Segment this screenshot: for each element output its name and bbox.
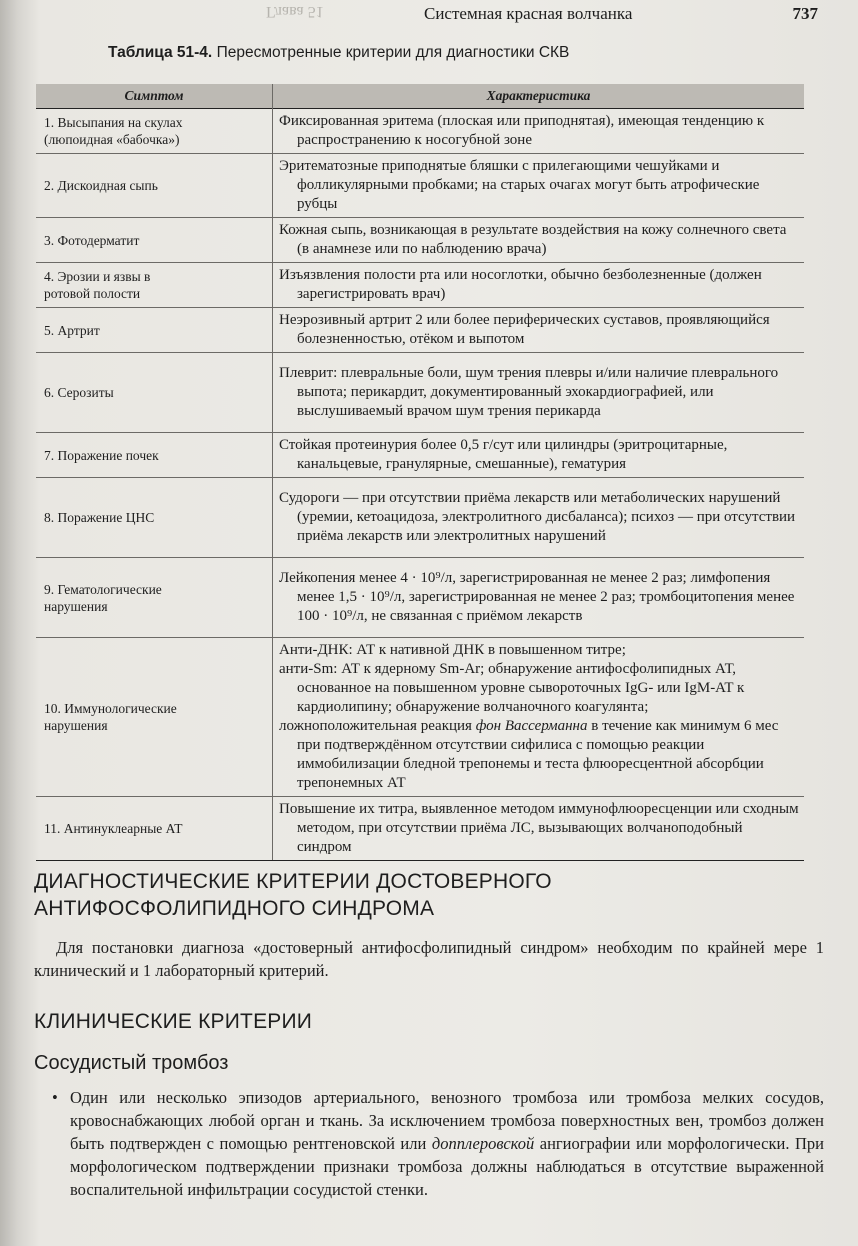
symptom-line: 10. Иммунологические — [44, 701, 177, 716]
characteristic-cell — [273, 478, 805, 558]
characteristic-text: Судороги — при отсутствии приёма лекарств или метаболических нарушений (уремии, кетоацидоза, электролитного дисбаланса); психоз — при отсутствии приёма лекарств или электролитных нарушений — [279, 490, 796, 544]
subheading-block — [34, 1052, 824, 1075]
symptom-line: ротовой полости — [44, 286, 141, 301]
table-row — [36, 558, 804, 638]
characteristic-cell — [273, 154, 805, 218]
table-row — [36, 109, 804, 154]
table-row — [36, 263, 804, 308]
symptom-line: 11. Антинуклеарные АТ — [44, 821, 183, 836]
table-row — [36, 218, 804, 263]
table-row — [36, 353, 804, 433]
characteristic-cell — [273, 797, 805, 861]
symptom-line: 8. Поражение ЦНС — [44, 510, 155, 525]
clinical-heading-block — [34, 1008, 824, 1035]
characteristic-text: Повышение их титра, выявленное методом иммунофлюоресценции или сходным методом, при отсутствии приёма ЛС, вызывающих волчаноподобный синдром — [279, 801, 799, 855]
symptom-line: нарушения — [44, 718, 108, 733]
symptom-line: 5. Артрит — [44, 322, 100, 338]
symptom-line: 3. Фотодерматит — [44, 232, 140, 248]
characteristic-text: Лейкопения менее 4 · 10⁹/л, зарегистрированная не менее 2 раз; лимфопения менее 1,5 · 10⁹/л, зарегистрированная не менее 2 раз; тромбоцитопения менее 100 · 10⁹/л, не связанная с приёмом лекарств — [279, 570, 795, 624]
intro-block — [34, 936, 824, 982]
table-caption-label: Таблица 51-4. — [108, 44, 213, 61]
bleed-through-header: Глава 51 — [266, 3, 324, 20]
symptom-cell — [36, 109, 273, 154]
symptom-cell — [36, 308, 273, 353]
criteria-table — [36, 84, 804, 861]
symptom-cell — [36, 218, 273, 263]
table-header-row — [36, 84, 804, 109]
table-caption — [108, 44, 828, 62]
characteristic-cell — [273, 218, 805, 263]
running-title: Системная красная волчанка — [424, 4, 633, 23]
vascular-thrombosis-heading: Сосудистый тромбоз — [34, 1052, 229, 1074]
table-row — [36, 433, 804, 478]
symptom-line: 4. Эрозии и язвы в — [44, 269, 151, 284]
bullet-dot-icon: • — [52, 1088, 58, 1107]
intro-paragraph: Для постановки диагноза «достоверный антифосфолипидный синдром» необходим по крайней мере 1 клинический и 1 лабораторный критерий. — [34, 938, 824, 980]
table-row — [36, 478, 804, 558]
italic-term: допплеровской — [431, 1134, 535, 1153]
characteristic-cell — [273, 638, 805, 797]
table-row — [36, 638, 804, 797]
section-heading: ДИАГНОСТИЧЕСКИЕ КРИТЕРИИ ДОСТОВЕРНОГО АНТИФОСФОЛИПИДНОГО СИНДРОМА — [34, 870, 552, 920]
characteristic-text: Эритематозные приподнятые бляшки с прилегающими чешуйками и фолликулярными пробками; на старых очагах могут быть атрофические рубцы — [279, 158, 760, 212]
symptom-line: 6. Серозиты — [44, 385, 114, 400]
characteristic-cell — [273, 308, 805, 353]
column-header-characteristic: Характеристика — [273, 84, 805, 109]
italic-term: фон Вассерманна — [475, 718, 588, 734]
characteristic-cell — [273, 353, 805, 433]
symptom-line: 7. Поражение почек — [44, 447, 159, 463]
characteristic-text: анти-Sm: АТ к ядерному Sm-Ar; обнаружение антифосфолипидных АТ, основанное на повышенном уровне сывороточных IgG- или IgM-AT к кардиолипину; обнаружение волчаночного коагулянта; — [279, 661, 745, 715]
symptom-cell — [36, 154, 273, 218]
symptom-line: 2. Дискоидная сыпь — [44, 178, 158, 193]
bullet-block — [48, 1086, 824, 1201]
symptom-line: 9. Гематологические — [44, 581, 162, 597]
symptom-line: 1. Высыпания на скулах — [44, 115, 183, 130]
table-row — [36, 797, 804, 861]
symptom-cell — [36, 478, 273, 558]
characteristic-text: Кожная сыпь, возникающая в результате воздействия на кожу солнечного света (в анамнезе или по наблюдению врача) — [279, 222, 787, 257]
clinical-criteria-heading: КЛИНИЧЕСКИЕ КРИТЕРИИ — [34, 1010, 313, 1033]
symptom-line: нарушения — [44, 598, 108, 614]
table-caption-text: Пересмотренные критерии для диагностики СКВ — [216, 44, 570, 61]
characteristic-text: Изъязвления полости рта или носоглотки, обычно безболезненные (должен зарегистрировать врач) — [279, 267, 762, 302]
symptom-cell — [36, 638, 273, 797]
characteristic-cell — [273, 263, 805, 308]
characteristic-cell — [273, 109, 805, 154]
symptom-cell — [36, 797, 273, 861]
symptom-cell — [36, 263, 273, 308]
characteristic-text: Фиксированная эритема (плоская или приподнятая), имеющая тенденцию к распространению к носогубной зоне — [279, 113, 765, 148]
column-header-symptom: Симптом — [36, 84, 273, 109]
characteristic-cell — [273, 433, 805, 478]
section-heading-block — [34, 868, 824, 922]
characteristic-text: Анти-ДНК: АТ к нативной ДНК в повышенном титре; — [279, 642, 626, 658]
table-row — [36, 154, 804, 218]
symptom-line: (люпоидная «бабочка») — [44, 132, 180, 147]
characteristic-text: ложноположительная реакция фон Вассерманна в течение как минимум 6 мес при подтверждённом отсутствии сифилиса с помощью реакции иммобилизации бледной трепонемы и теста флюоресцентной абсорбции трепонемных АТ — [279, 718, 779, 791]
symptom-cell — [36, 433, 273, 478]
table-row — [36, 308, 804, 353]
characteristic-text: Стойкая протеинурия более 0,5 г/сут или цилиндры (эритроцитарные, канальцевые, гранулярные, смешанные), гематурия — [279, 437, 728, 472]
bullet-text: Один или несколько эпизодов артериального, венозного тромбоза или тромбоза мелких сосудов, кровоснабжающих любой орган и ткань. За исключением тромбоза поверхностных вен, тромбоз должен быть подтвержден с помощью рентгеновской или допплеровской ангиографии или морфологически. При морфологическом подтверждении признаки тромбоза должны наблюдаться в отсутствие выраженной воспалительной инфильтрации сосудистой стенки. — [70, 1088, 824, 1199]
symptom-cell — [36, 353, 273, 433]
symptom-cell — [36, 558, 273, 638]
bullet-item — [48, 1086, 824, 1201]
characteristic-text: Плеврит: плевральные боли, шум трения плевры и/или наличие плеврального выпота; перикардит, документированный эхокардиографией, или выслушиваемый врачом шум трения перикарда — [279, 365, 779, 419]
characteristic-text: Неэрозивный артрит 2 или более периферических суставов, проявляющийся болезненностью, отёком и выпотом — [279, 312, 770, 347]
characteristic-cell — [273, 558, 805, 638]
page-number: 737 — [792, 4, 818, 23]
running-header — [266, 2, 818, 28]
